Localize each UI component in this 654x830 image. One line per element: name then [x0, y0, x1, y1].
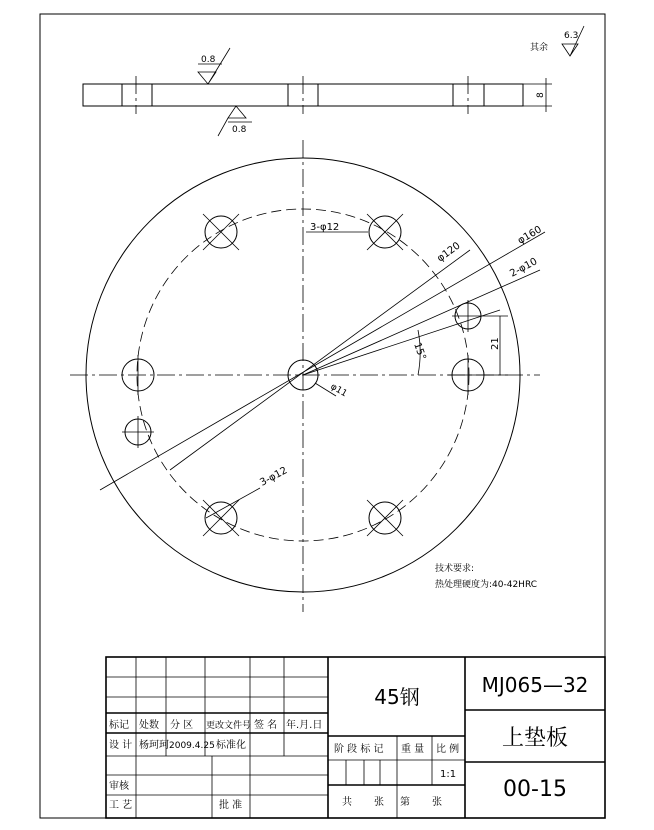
bottom-finish-value: 0.8: [232, 125, 247, 135]
plan-view: [70, 140, 545, 612]
rev-date: 年.月.日: [286, 720, 323, 731]
approve-label: 批 准: [219, 800, 243, 811]
surface-finish-rest: [530, 26, 584, 56]
drawing-code: 00-15: [503, 777, 567, 802]
scale-value: 1:1: [440, 769, 457, 780]
designer-name: 杨珂珂: [139, 740, 169, 751]
standardization-label: 标准化: [216, 740, 246, 751]
weight-label: 重 量: [401, 744, 425, 755]
hole-group-top: [203, 214, 490, 395]
dia-pitch-label: φ120: [435, 240, 463, 265]
review-label: 审核: [109, 781, 129, 792]
sheets-total-unit: 张: [374, 797, 384, 808]
sheet-no-unit: 张: [432, 797, 442, 808]
sheet-no-label: 第: [400, 797, 410, 808]
rest-value: 6.3: [564, 31, 579, 41]
design-label: 设 计: [109, 740, 133, 751]
dia-outer-label: φ160: [516, 224, 544, 247]
rev-zone: 分 区: [170, 720, 194, 731]
rev-doc-no: 更改文件号: [206, 721, 252, 731]
hole-group-bottom: [122, 355, 403, 536]
rev-count: 处数: [139, 720, 159, 731]
title-block: [106, 657, 605, 818]
part-name: 上垫板: [501, 726, 569, 751]
drawing-number: MJ065—32: [481, 673, 589, 697]
offset-label: 21: [490, 337, 501, 350]
holes-right-label: 2-φ10: [508, 256, 540, 280]
tech-notes-heading: 技术要求:: [435, 564, 475, 574]
sheets-total-label: 共: [342, 797, 352, 808]
process-label: 工 艺: [109, 800, 133, 811]
rev-mark: 标记: [109, 720, 129, 731]
drawing-frame: [40, 14, 605, 818]
center-hole-label: φ11: [328, 381, 349, 400]
side-view: [83, 48, 552, 136]
design-date: 2009.4.25: [169, 741, 215, 751]
rev-sign: 签 名: [254, 720, 278, 731]
holes-top-label: 3-φ12: [310, 222, 340, 233]
top-finish-value: 0.8: [201, 55, 216, 65]
material: 45钢: [374, 685, 420, 709]
tech-notes-line: 热处理硬度为:40-42HRC: [435, 580, 538, 590]
scale-label: 比 例: [436, 744, 460, 755]
rest-label: 其余: [530, 43, 549, 53]
stage-mark-label: 阶 段 标 记: [334, 744, 384, 755]
holes-bottom-label: 3-φ12: [258, 465, 290, 489]
thickness-dim: 8: [536, 92, 546, 98]
tech-notes: [435, 562, 537, 590]
angle-label: 15°: [411, 341, 428, 362]
